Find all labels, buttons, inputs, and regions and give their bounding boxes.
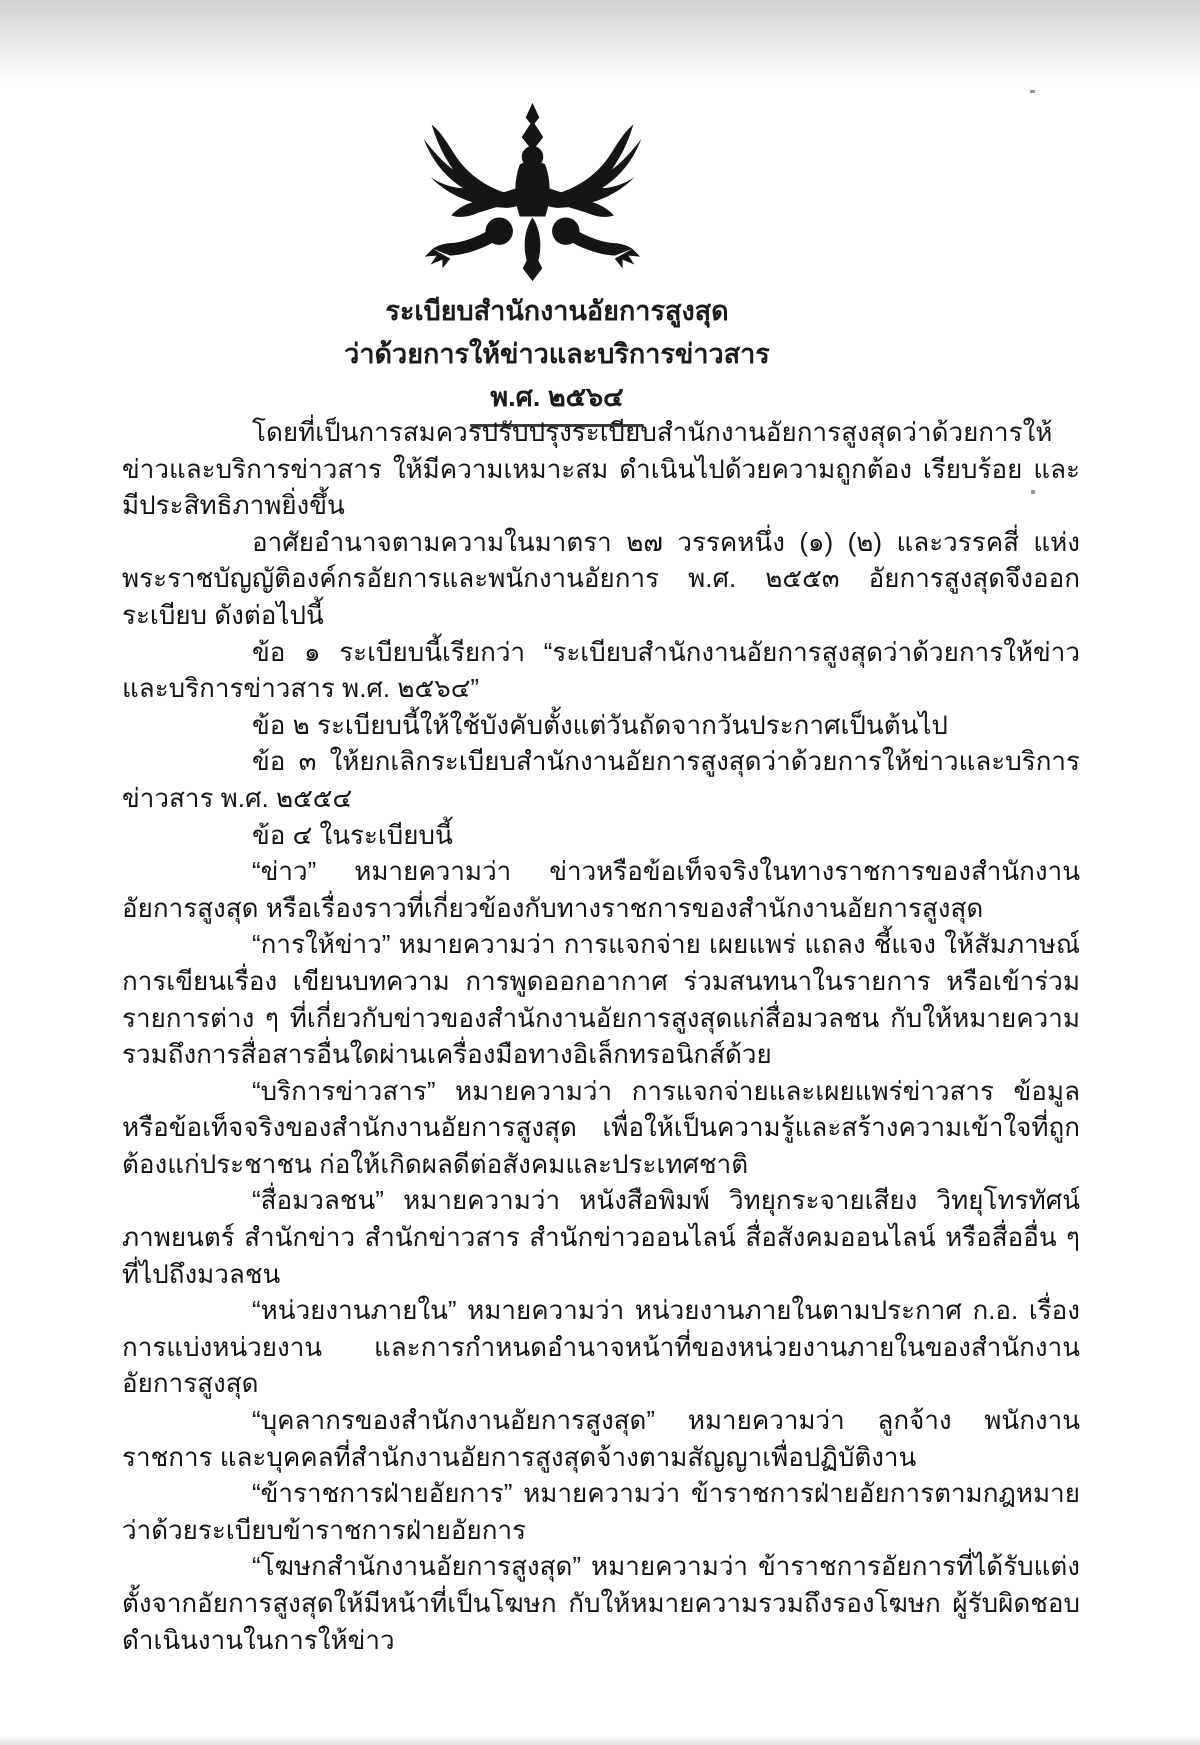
document-title <box>2 290 1112 419</box>
paragraph: ข้อ ๒ ระเบียบนี้ให้ใช้บังคับตั้งแต่วันถัดจากวันประกาศเป็นต้นไป <box>252 709 948 740</box>
paragraph: อาศัยอำนาจตามความในมาตรา ๒๗ วรรคหนึ่ง (๑) (๒) และวรรคสี่ แห่งพระราชบัญญัติองค์กรอัยการและพนักงานอัยการ พ.ศ. ๒๕๕๓ อัยการสูงสุดจึงออกระเบียบ ดังต่อไปนี้ <box>122 526 1080 630</box>
scan-top-shadow <box>0 0 1200 84</box>
title-line-1: ระเบียบสำนักงานอัยการสูงสุด <box>385 296 729 326</box>
paragraph: “บุคลากรของสำนักงานอัยการสูงสุด” หมายความว่า ลูกจ้าง พนักงานราชการ และบุคคลที่สำนักงานอัยการสูงสุดจ้างตามสัญญาเพื่อปฏิบัติงาน <box>122 1405 1080 1472</box>
paragraph: “ข้าราชการฝ่ายอัยการ” หมายความว่า ข้าราชการฝ่ายอัยการตามกฎหมายว่าด้วยระเบียบข้าราชการฝ่ายอัยการ <box>122 1478 1080 1545</box>
document-body <box>122 414 1080 1658</box>
paragraph: ข้อ ๑ ระเบียบนี้เรียกว่า “ระเบียบสำนักงานอัยการสูงสุดว่าด้วยการให้ข่าวและบริการข่าวสาร พ.ศ. ๒๕๖๔” <box>122 636 1080 704</box>
title-line-3: พ.ศ. ๒๕๖๔ <box>490 382 624 412</box>
paragraph: โดยที่เป็นการสมควรปรับปรุงระเบียบสำนักงานอัยการสูงสุดว่าด้วยการให้ข่าวและบริการข่าวสาร ให้มีความเหมาะสม ดำเนินไปด้วยความถูกต้อง เรียบร้อย และมีประสิทธิภาพยิ่งขึ้น <box>122 417 1080 521</box>
paragraph: “สื่อมวลชน” หมายความว่า หนังสือพิมพ์ วิทยุกระจายเสียง วิทยุโทรทัศน์ ภาพยนตร์ สำนักข่าว สำนักข่าวสาร สำนักข่าวออนไลน์ สื่อสังคมออนไลน์ หรือสื่ออื่น ๆ ที่ไปถึงมวลชน <box>122 1185 1080 1289</box>
garuda-emblem-icon <box>415 100 650 285</box>
garuda-emblem <box>415 100 650 285</box>
paragraph: ข้อ ๓ ให้ยกเลิกระเบียบสำนักงานอัยการสูงสุดว่าด้วยการให้ข่าวและบริการข่าวสาร พ.ศ. ๒๕๕๔ <box>122 746 1080 813</box>
paragraph: ข้อ ๔ ในระเบียบนี้ <box>252 819 453 850</box>
paragraph: “โฆษกสำนักงานอัยการสูงสุด” หมายความว่า ข้าราชการอัยการที่ได้รับแต่งตั้งจากอัยการสูงสุดให้มีหน้าที่เป็นโฆษก กับให้หมายความรวมถึงรองโฆษก ผู้รับผิดชอบดำเนินงานในการให้ข่าว <box>122 1551 1080 1655</box>
paragraph: “บริการข่าวสาร” หมายความว่า การแจกจ่ายและเผยแพร่ข่าวสาร ข้อมูลหรือข้อเท็จจริงของสำนักงานอัยการสูงสุด เพื่อให้เป็นความรู้และสร้างความเข้าใจที่ถูกต้องแก่ประชาชน ก่อให้เกิดผลดีต่อสังคมและประเทศชาติ <box>122 1075 1080 1179</box>
paragraph: “การให้ข่าว” หมายความว่า การแจกจ่าย เผยแพร่ แถลง ชี้แจง ให้สัมภาษณ์ การเขียนเรื่อง เขียนบทความ การพูดออกอากาศ ร่วมสนทนาในรายการ หรือเข้าร่วมรายการต่าง ๆ ที่เกี่ยวกับข่าวของสำนักงานอัยการสูงสุดแก่สื่อมวลชน กับให้หมายความรวมถึงการสื่อสารอื่นใดผ่านเครื่องมือทางอิเล็กทรอนิกส์ด้วย <box>122 929 1080 1070</box>
scan-speck <box>1030 90 1035 93</box>
paragraph: “ข่าว” หมายความว่า ข่าวหรือข้อเท็จจริงในทางราชการของสำนักงานอัยการสูงสุด หรือเรื่องราวที่เกี่ยวข้องกับทางราชการของสำนักงานอัยการสูงสุด <box>122 856 1080 923</box>
scan-bottom-shadow <box>0 1735 1200 1745</box>
title-line-2: ว่าด้วยการให้ข่าวและบริการข่าวสาร <box>344 339 770 369</box>
paragraph: “หน่วยงานภายใน” หมายความว่า หน่วยงานภายในตามประกาศ ก.อ. เรื่อง การแบ่งหน่วยงาน และการกำหนดอำนาจหน้าที่ของหน่วยงานภายในของสำนักงานอัยการสูงสุด <box>122 1295 1080 1399</box>
scan-speck <box>1031 490 1035 494</box>
